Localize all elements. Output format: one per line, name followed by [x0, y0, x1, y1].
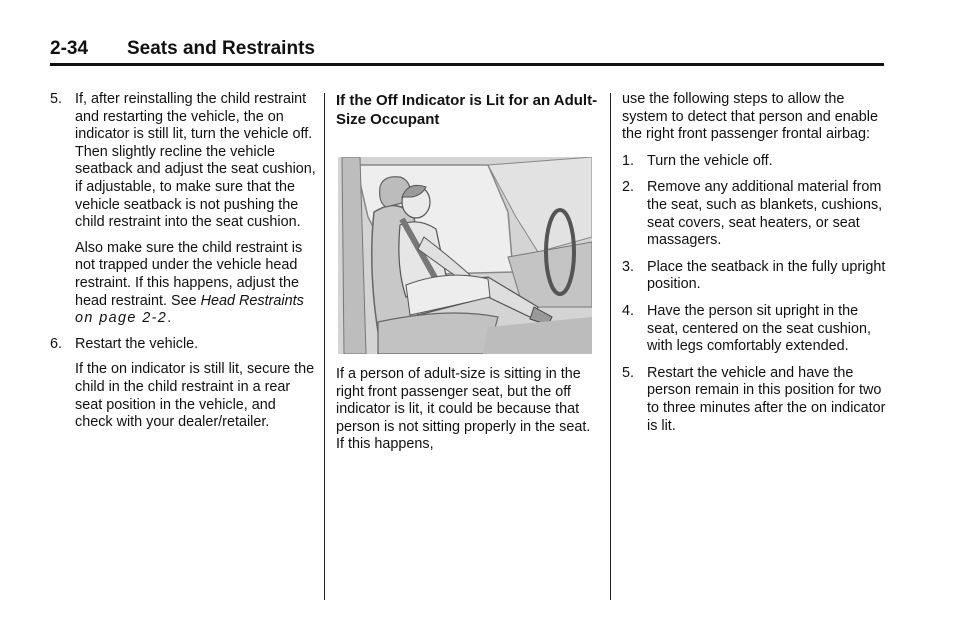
page-reference[interactable]: on page 2-2: [75, 310, 168, 327]
middle-body-text: If a person of adult-size is sitting in the right front passenger seat, but the off indicator is lit, it could be because that person is not sitting properly in the seat. If this happens,: [336, 366, 591, 453]
left-column: [50, 91, 316, 432]
step-number: 6.: [50, 335, 63, 352]
adult-passenger-illustration: [338, 157, 592, 354]
list-item-step-2: [622, 179, 887, 249]
step-number: 1.: [622, 152, 635, 169]
column-divider-1: [324, 93, 325, 600]
header-rule: [50, 63, 884, 66]
right-intro-text: use the following steps to allow the system to detect that person and enable the right front passenger frontal airbag:: [622, 91, 878, 143]
step-5-text: If, after reinstalling the child restraint and restarting the vehicle, the on indicator is still lit, turn the vehicle off. Then slightly recline the vehicle seatback and adjust the seat cushion,: [75, 91, 316, 178]
step-6-note: [50, 361, 316, 431]
step-text: Turn the vehicle off.: [647, 152, 773, 169]
section-heading: If the Off Indicator is Lit for an Adult-Size Occupant: [336, 92, 598, 128]
step-5-note: [50, 240, 316, 328]
middle-column: [336, 91, 598, 129]
list-item-step-6: [50, 336, 316, 354]
step-number: 5.: [622, 364, 635, 381]
step-5-text-cont: if adjustable, to make sure that the vehicle seatback is not pushing the child restraint into the seat cushion.: [75, 178, 301, 231]
step-number: 5.: [50, 91, 63, 107]
step-number: 3.: [622, 258, 635, 275]
list-item-step-3: [622, 259, 887, 294]
right-column: [622, 91, 887, 435]
passenger-seat-drawing: [338, 157, 592, 354]
column-divider-2: [610, 93, 611, 600]
list-item-step-1: [622, 153, 887, 171]
section-title: Seats and Restraints: [127, 38, 315, 59]
step-5-note-text: Also make sure the child restraint is not trapped under the vehicle head restraint. If this happens, adjust the head restraint. See Head Restraints on page 2-2.: [75, 239, 304, 327]
page-number: 2-34: [50, 38, 89, 59]
list-item-step-5: [622, 365, 887, 435]
step-text: Place the seatback in the fully upright position.: [647, 258, 886, 293]
middle-column-body: [336, 366, 598, 454]
list-item-step-5: [50, 91, 316, 232]
step-number: 2.: [622, 179, 635, 196]
cross-reference-link[interactable]: Head Restraints: [200, 292, 304, 309]
page-header: [50, 38, 884, 64]
step-text: Have the person sit upright in the seat, centered on the seat cushion, with legs comfortably extended.: [647, 302, 872, 355]
step-6-text: Restart the vehicle.: [75, 335, 199, 352]
list-item-step-4: [622, 303, 887, 356]
step-6-note-text: If the on indicator is still lit, secure the child in the child restraint in a rear seat position in the vehicle, and check with your dealer/retailer.: [75, 361, 315, 431]
step-number: 4.: [622, 302, 635, 319]
step-text: Remove any additional material from the seat, such as blankets, cushions, seat covers, seat heaters, or seat massagers.: [647, 179, 883, 249]
step-text: Restart the vehicle and have the person remain in this position for two to three minutes after the on indicator is lit.: [647, 364, 886, 434]
